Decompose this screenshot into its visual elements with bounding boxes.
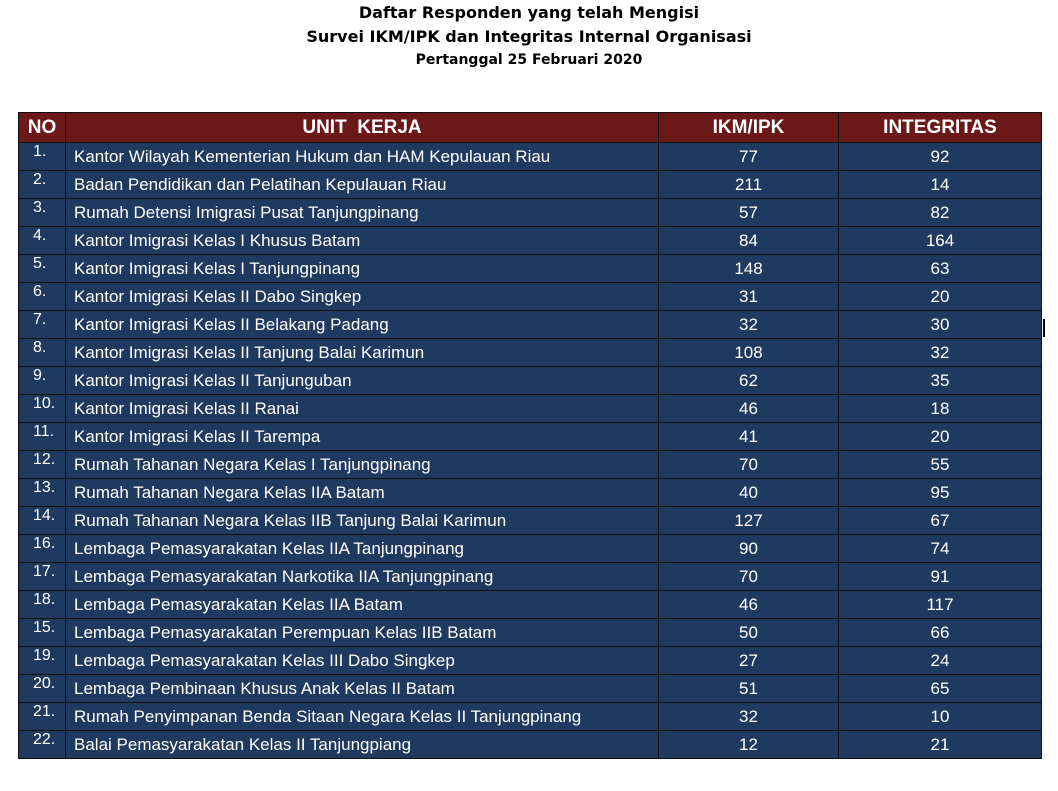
table-row[interactable] <box>19 479 1042 507</box>
row-number[interactable]: 7. <box>19 311 66 339</box>
unit-kerja-cell[interactable]: Badan Pendidikan dan Pelatihan Kepulauan Riau <box>66 171 659 199</box>
ikm-ipk-cell[interactable]: 211 <box>659 171 839 199</box>
table-row[interactable] <box>19 507 1042 535</box>
ikm-ipk-cell[interactable]: 50 <box>659 619 839 647</box>
unit-kerja-cell[interactable]: Rumah Tahanan Negara Kelas I Tanjungpinang <box>66 451 659 479</box>
ikm-ipk-cell[interactable]: 90 <box>659 535 839 563</box>
row-number[interactable]: 11. <box>19 423 66 451</box>
unit-kerja-cell[interactable]: Balai Pemasyarakatan Kelas II Tanjungpiang <box>66 731 659 759</box>
integritas-cell[interactable]: 95 <box>839 479 1042 507</box>
unit-kerja-cell[interactable]: Lembaga Pemasyarakatan Narkotika IIA Tanjungpinang <box>66 563 659 591</box>
row-number[interactable]: 10. <box>19 395 66 423</box>
table-row[interactable] <box>19 143 1042 171</box>
table-row[interactable] <box>19 227 1042 255</box>
integritas-cell[interactable]: 74 <box>839 535 1042 563</box>
title-line-1: Daftar Responden yang telah Mengisi <box>358 3 700 22</box>
row-number[interactable]: 21. <box>19 703 66 731</box>
row-number[interactable]: 16. <box>19 535 66 563</box>
table-row[interactable] <box>19 731 1042 759</box>
row-number[interactable]: 4. <box>19 227 66 255</box>
row-number[interactable]: 15. <box>19 619 66 647</box>
ikm-ipk-cell[interactable]: 148 <box>659 255 839 283</box>
ikm-ipk-cell[interactable]: 108 <box>659 339 839 367</box>
unit-kerja-cell[interactable]: Lembaga Pemasyarakatan Kelas IIA Batam <box>66 591 659 619</box>
ikm-ipk-cell[interactable]: 12 <box>659 731 839 759</box>
integritas-cell[interactable]: 164 <box>839 227 1042 255</box>
row-number[interactable]: 18. <box>19 591 66 619</box>
unit-kerja-cell[interactable]: Rumah Penyimpanan Benda Sitaan Negara Kelas II Tanjungpinang <box>66 703 659 731</box>
integritas-cell[interactable]: 32 <box>839 339 1042 367</box>
integritas-cell[interactable]: 30 <box>839 311 1042 339</box>
integritas-cell[interactable]: 82 <box>839 199 1042 227</box>
integritas-cell[interactable]: 65 <box>839 675 1042 703</box>
title-line-2: Survei IKM/IPK dan Integritas Internal Organisasi <box>306 27 752 46</box>
header-integritas[interactable]: INTEGRITAS <box>839 113 1042 143</box>
header-unit-kerja[interactable]: UNIT KERJA <box>66 113 659 143</box>
row-number[interactable]: 13. <box>19 479 66 507</box>
unit-kerja-cell[interactable]: Kantor Imigrasi Kelas II Tarempa <box>66 423 659 451</box>
ikm-ipk-cell[interactable]: 70 <box>659 563 839 591</box>
respondent-table <box>18 112 1042 759</box>
row-number[interactable]: 3. <box>19 199 66 227</box>
ikm-ipk-cell[interactable]: 31 <box>659 283 839 311</box>
unit-kerja-cell[interactable]: Lembaga Pemasyarakatan Kelas III Dabo Singkep <box>66 647 659 675</box>
row-number[interactable]: 17. <box>19 563 66 591</box>
unit-kerja-cell[interactable]: Lembaga Pembinaan Khusus Anak Kelas II Batam <box>66 675 659 703</box>
row-number[interactable]: 12. <box>19 451 66 479</box>
row-number[interactable]: 5. <box>19 255 66 283</box>
unit-kerja-cell[interactable]: Kantor Wilayah Kementerian Hukum dan HAM Kepulauan Riau <box>66 143 659 171</box>
integritas-cell[interactable]: 92 <box>839 143 1042 171</box>
unit-kerja-cell[interactable]: Rumah Detensi Imigrasi Pusat Tanjungpinang <box>66 199 659 227</box>
table-row[interactable] <box>19 703 1042 731</box>
integritas-cell[interactable]: 91 <box>839 563 1042 591</box>
unit-kerja-cell[interactable]: Lembaga Pemasyarakatan Perempuan Kelas IIB Batam <box>66 619 659 647</box>
unit-kerja-cell[interactable]: Kantor Imigrasi Kelas I Khusus Batam <box>66 227 659 255</box>
table-row[interactable] <box>19 451 1042 479</box>
table-row[interactable] <box>19 563 1042 591</box>
row-number[interactable]: 19. <box>19 647 66 675</box>
row-number[interactable]: 8. <box>19 339 66 367</box>
table-row[interactable] <box>19 619 1042 647</box>
table-row[interactable] <box>19 395 1042 423</box>
ikm-ipk-cell[interactable]: 40 <box>659 479 839 507</box>
unit-kerja-cell[interactable]: Kantor Imigrasi Kelas I Tanjungpinang <box>66 255 659 283</box>
integritas-cell[interactable]: 66 <box>839 619 1042 647</box>
table-row[interactable] <box>19 535 1042 563</box>
table-row[interactable] <box>19 311 1042 339</box>
table-row[interactable] <box>19 255 1042 283</box>
title-block <box>0 2 1058 72</box>
table-row[interactable] <box>19 339 1042 367</box>
ikm-ipk-cell[interactable]: 84 <box>659 227 839 255</box>
unit-kerja-cell[interactable]: Rumah Tahanan Negara Kelas IIA Batam <box>66 479 659 507</box>
unit-kerja-cell[interactable]: Rumah Tahanan Negara Kelas IIB Tanjung Balai Karimun <box>66 507 659 535</box>
row-number[interactable]: 22. <box>19 731 66 759</box>
ikm-ipk-cell[interactable]: 32 <box>659 311 839 339</box>
integritas-cell[interactable]: 117 <box>839 591 1042 619</box>
ikm-ipk-cell[interactable]: 57 <box>659 199 839 227</box>
ikm-ipk-cell[interactable]: 46 <box>659 591 839 619</box>
ikm-ipk-cell[interactable]: 27 <box>659 647 839 675</box>
row-number[interactable]: 14. <box>19 507 66 535</box>
unit-kerja-cell[interactable]: Kantor Imigrasi Kelas II Dabo Singkep <box>66 283 659 311</box>
row-number[interactable]: 2. <box>19 171 66 199</box>
ikm-ipk-cell[interactable]: 32 <box>659 703 839 731</box>
integritas-cell[interactable]: 55 <box>839 451 1042 479</box>
unit-kerja-cell[interactable]: Kantor Imigrasi Kelas II Tanjunguban <box>66 367 659 395</box>
unit-kerja-cell[interactable]: Kantor Imigrasi Kelas II Tanjung Balai Karimun <box>66 339 659 367</box>
integritas-cell[interactable]: 20 <box>839 283 1042 311</box>
text-cursor <box>1043 319 1045 337</box>
table-row[interactable] <box>19 423 1042 451</box>
integritas-cell[interactable]: 14 <box>839 171 1042 199</box>
integritas-cell[interactable]: 24 <box>839 647 1042 675</box>
ikm-ipk-cell[interactable]: 70 <box>659 451 839 479</box>
ikm-ipk-cell[interactable]: 127 <box>659 507 839 535</box>
integritas-cell[interactable]: 63 <box>839 255 1042 283</box>
header-no[interactable]: NO <box>19 113 66 143</box>
unit-kerja-cell[interactable]: Lembaga Pemasyarakatan Kelas IIA Tanjungpinang <box>66 535 659 563</box>
table-row[interactable] <box>19 675 1042 703</box>
row-number[interactable]: 1. <box>19 143 66 171</box>
integritas-cell[interactable]: 20 <box>839 423 1042 451</box>
table-row[interactable] <box>19 591 1042 619</box>
table-row[interactable] <box>19 647 1042 675</box>
ikm-ipk-cell[interactable]: 51 <box>659 675 839 703</box>
integritas-cell[interactable]: 10 <box>839 703 1042 731</box>
table-row[interactable] <box>19 171 1042 199</box>
title-line-3: Pertanggal 25 Februari 2020 <box>415 52 643 68</box>
ikm-ipk-cell[interactable]: 46 <box>659 395 839 423</box>
unit-kerja-cell[interactable]: Kantor Imigrasi Kelas II Ranai <box>66 395 659 423</box>
integritas-cell[interactable]: 21 <box>839 731 1042 759</box>
row-number[interactable]: 9. <box>19 367 66 395</box>
integritas-cell[interactable]: 35 <box>839 367 1042 395</box>
table-row[interactable] <box>19 199 1042 227</box>
table-row[interactable] <box>19 367 1042 395</box>
ikm-ipk-cell[interactable]: 41 <box>659 423 839 451</box>
row-number[interactable]: 20. <box>19 675 66 703</box>
table-header-row <box>19 113 1042 143</box>
integritas-cell[interactable]: 18 <box>839 395 1042 423</box>
unit-kerja-cell[interactable]: Kantor Imigrasi Kelas II Belakang Padang <box>66 311 659 339</box>
integritas-cell[interactable]: 67 <box>839 507 1042 535</box>
row-number[interactable]: 6. <box>19 283 66 311</box>
header-ikm-ipk[interactable]: IKM/IPK <box>659 113 839 143</box>
table-row[interactable] <box>19 283 1042 311</box>
ikm-ipk-cell[interactable]: 62 <box>659 367 839 395</box>
ikm-ipk-cell[interactable]: 77 <box>659 143 839 171</box>
